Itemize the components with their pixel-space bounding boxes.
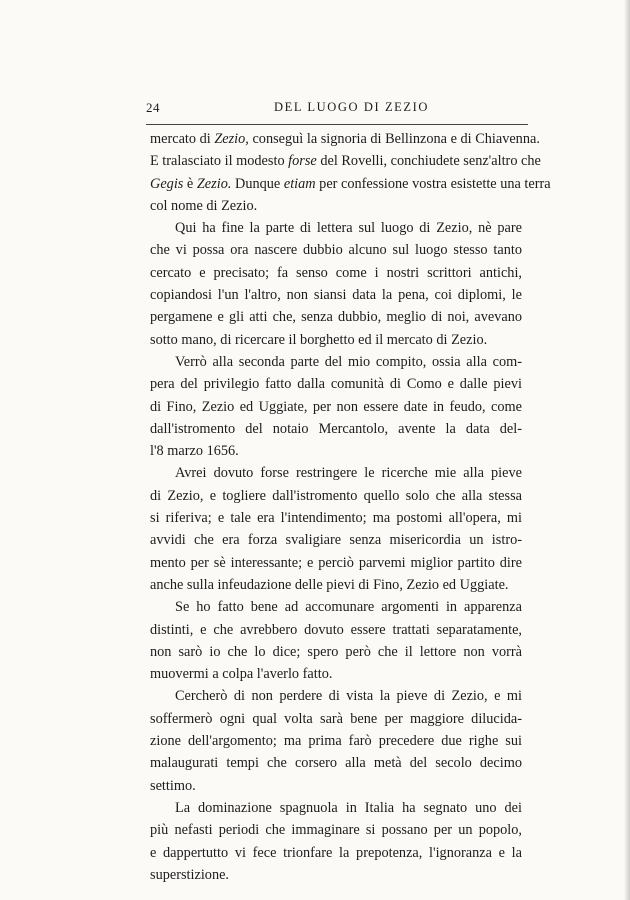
text-line: e dappertutto vi fece trionfare la prepotenza, l'ignoranza e la <box>150 844 522 861</box>
text-line: col nome di Zezio. <box>150 197 258 214</box>
text-line: più nefasti periodi che immaginare si possano per un popolo, <box>150 822 522 839</box>
page-binding-shadow <box>624 0 630 900</box>
text-line: Cercherò di non perdere di vista la pieve di Zezio, e mi <box>175 688 522 705</box>
page-header <box>146 100 528 118</box>
text-line: pera del privilegio fatto dalla comunità di Como e dalle pievi <box>150 376 522 393</box>
text-line: Se ho fatto bene ad accomunare argomenti in apparenza <box>175 599 522 616</box>
text-line: distinti, e che avrebbero dovuto essere trattati separatamente, <box>150 621 522 638</box>
body-text <box>150 128 551 886</box>
text-line: zione dell'argomento; ma prima farò precedere due righe sui <box>150 733 522 750</box>
text-line: non sarò io che lo dice; spero però che il lettore non vorrà <box>150 643 522 660</box>
text-line: copiandosi l'un l'altro, non siansi data la pena, coi diplomi, le <box>150 287 522 304</box>
text-line: Verrò alla seconda parte del mio compito, ossia alla com- <box>175 353 522 370</box>
text-line: l'8 marzo 1656. <box>150 443 239 460</box>
text-line: di Zezio, e togliere dall'istromento quello solo che alla stessa <box>150 487 522 504</box>
text-line: si riferiva; e tale era l'intendimento; ma postomi all'opera, mi <box>150 510 522 527</box>
page-number: 24 <box>146 100 160 115</box>
text-line: Qui ha fine la parte di lettera sul luogo di Zezio, nè pare <box>175 220 522 237</box>
text-line: superstizione. <box>150 866 230 883</box>
text-line: che vi possa ora nascere dubbio alcuno sul luogo stesso tanto <box>150 242 522 259</box>
text-line: cercato e precisato; fa senso come i nostri scrittori antichi, <box>150 264 522 281</box>
text-line: malaugurati tempi che corsero alla metà del secolo decimo <box>150 755 522 772</box>
text-line: La dominazione spagnuola in Italia ha segnato uno dei <box>175 799 522 816</box>
text-line: mercato di Zezio, conseguì la signoria di Bellinzona e di Chiavenna. <box>150 131 540 147</box>
text-line: Avrei dovuto forse restringere le ricerche mie alla pieve <box>175 465 522 482</box>
text-line: di Fino, Zezio ed Uggiate, per non essere date in feudo, come <box>150 398 522 415</box>
text-line: E tralasciato il modesto forse del Rovelli, conchiudete senz'altro che <box>150 153 541 170</box>
text-line: avvidi che era forza svaligiare senza misericordia un istro- <box>150 532 522 549</box>
text-line: sotto mano, di ricercare il borghetto ed il mercato di Zezio. <box>150 331 488 348</box>
text-line: mento per sè interessante; e perciò parvemi miglior partito dire <box>150 554 522 571</box>
text-line: soffermerò ogni qual volta sarà bene per maggiore dilucida- <box>150 710 522 727</box>
text-line: pergamene e gli atti che, senza dubbio, meglio di noi, avevano <box>150 309 522 326</box>
running-head: DEL LUOGO DI ZEZIO <box>274 100 430 114</box>
text-line: muovermi a colpa l'averlo fatto. <box>150 666 333 683</box>
text-line: Gegis è Zezio. Dunque etiam per confessione vostra esistette una terra <box>150 175 551 192</box>
text-line: dall'istromento del notaio Mercantolo, avente la data del- <box>150 420 522 437</box>
header-rule <box>146 124 528 125</box>
text-line: settimo. <box>150 777 196 794</box>
text-line: anche sulla infeudazione delle pievi di Fino, Zezio ed Uggiate. <box>150 576 509 593</box>
